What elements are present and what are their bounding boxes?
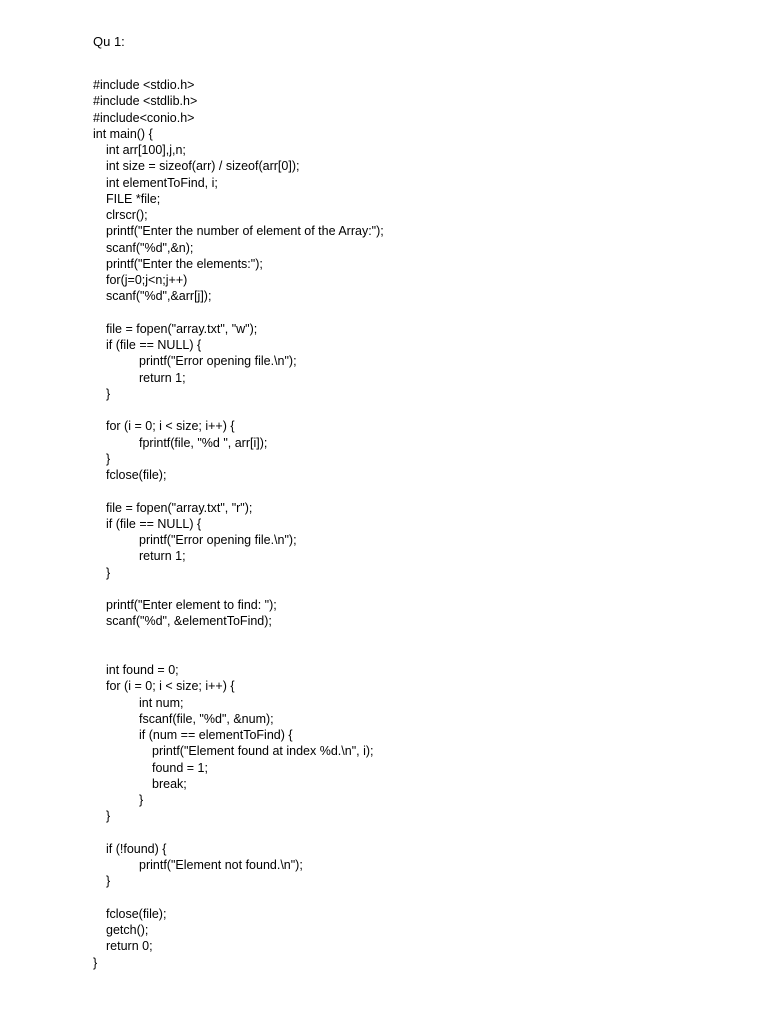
code-line: for(j=0;j<n;j++) xyxy=(106,273,188,287)
code-line: found = 1; xyxy=(152,760,208,775)
blank-line xyxy=(93,483,733,499)
code-line: printf("Element not found.\n"); xyxy=(139,858,303,872)
code-line: scanf("%d",&n); xyxy=(106,240,194,255)
code-line: int size = sizeof(arr) / sizeof(arr[0]); xyxy=(106,159,300,174)
code-line: int found = 0; xyxy=(106,663,179,677)
code-line: getch(); xyxy=(106,923,149,937)
code-line: } xyxy=(106,565,111,580)
blank-line xyxy=(93,305,733,321)
code-line: } xyxy=(106,451,111,466)
code-line: } xyxy=(139,793,144,807)
question-heading: Qu 1: xyxy=(93,34,125,49)
code-line: return 0; xyxy=(106,939,153,954)
code-line: fscanf(file, "%d", &num); xyxy=(139,711,274,726)
blank-line xyxy=(93,646,733,662)
code-block xyxy=(93,77,733,971)
code-line: clrscr(); xyxy=(106,208,148,222)
code-line: fclose(file); xyxy=(106,906,167,921)
code-line: return 1; xyxy=(139,549,186,564)
blank-line xyxy=(93,402,733,418)
code-line: int main() { xyxy=(93,126,153,141)
code-line: int elementToFind, i; xyxy=(106,175,218,190)
code-line: #include <stdio.h> xyxy=(93,78,195,92)
code-line: printf("Element found at index %d.\n", i); xyxy=(152,744,374,759)
code-line: if (!found) { xyxy=(106,841,167,856)
code-line: scanf("%d",&arr[j]); xyxy=(106,289,212,304)
blank-line xyxy=(93,890,733,906)
code-line: if (file == NULL) { xyxy=(106,338,202,352)
code-line: #include<conio.h> xyxy=(93,110,195,125)
code-line: fclose(file); xyxy=(106,468,167,482)
code-line: for (i = 0; i < size; i++) { xyxy=(106,679,235,694)
code-line: if (num == elementToFind) { xyxy=(139,728,293,742)
code-line: } xyxy=(106,874,111,889)
blank-line xyxy=(93,825,733,841)
code-line: fprintf(file, "%d ", arr[i]); xyxy=(139,435,268,450)
code-line: printf("Enter the elements:"); xyxy=(106,256,263,271)
code-line: break; xyxy=(152,776,187,791)
code-line: int num; xyxy=(139,695,184,710)
code-line: scanf("%d", &elementToFind); xyxy=(106,614,272,629)
code-line: printf("Enter the number of element of the Array:"); xyxy=(106,224,384,239)
code-line: file = fopen("array.txt", "r"); xyxy=(106,500,253,515)
code-line: } xyxy=(106,386,111,401)
code-line: printf("Error opening file.\n"); xyxy=(139,354,297,369)
blank-line xyxy=(93,581,733,597)
code-line: int arr[100],j,n; xyxy=(106,143,186,157)
code-line: } xyxy=(93,955,98,970)
code-line: printf("Error opening file.\n"); xyxy=(139,533,297,547)
blank-line xyxy=(93,630,733,646)
code-line: printf("Enter element to find: "); xyxy=(106,598,277,612)
code-line: if (file == NULL) { xyxy=(106,516,202,531)
code-line: } xyxy=(106,809,111,824)
code-line: return 1; xyxy=(139,370,186,385)
code-line: #include <stdlib.h> xyxy=(93,94,198,109)
code-line: for (i = 0; i < size; i++) { xyxy=(106,419,235,434)
code-line: FILE *file; xyxy=(106,191,161,206)
code-line: file = fopen("array.txt", "w"); xyxy=(106,321,258,336)
